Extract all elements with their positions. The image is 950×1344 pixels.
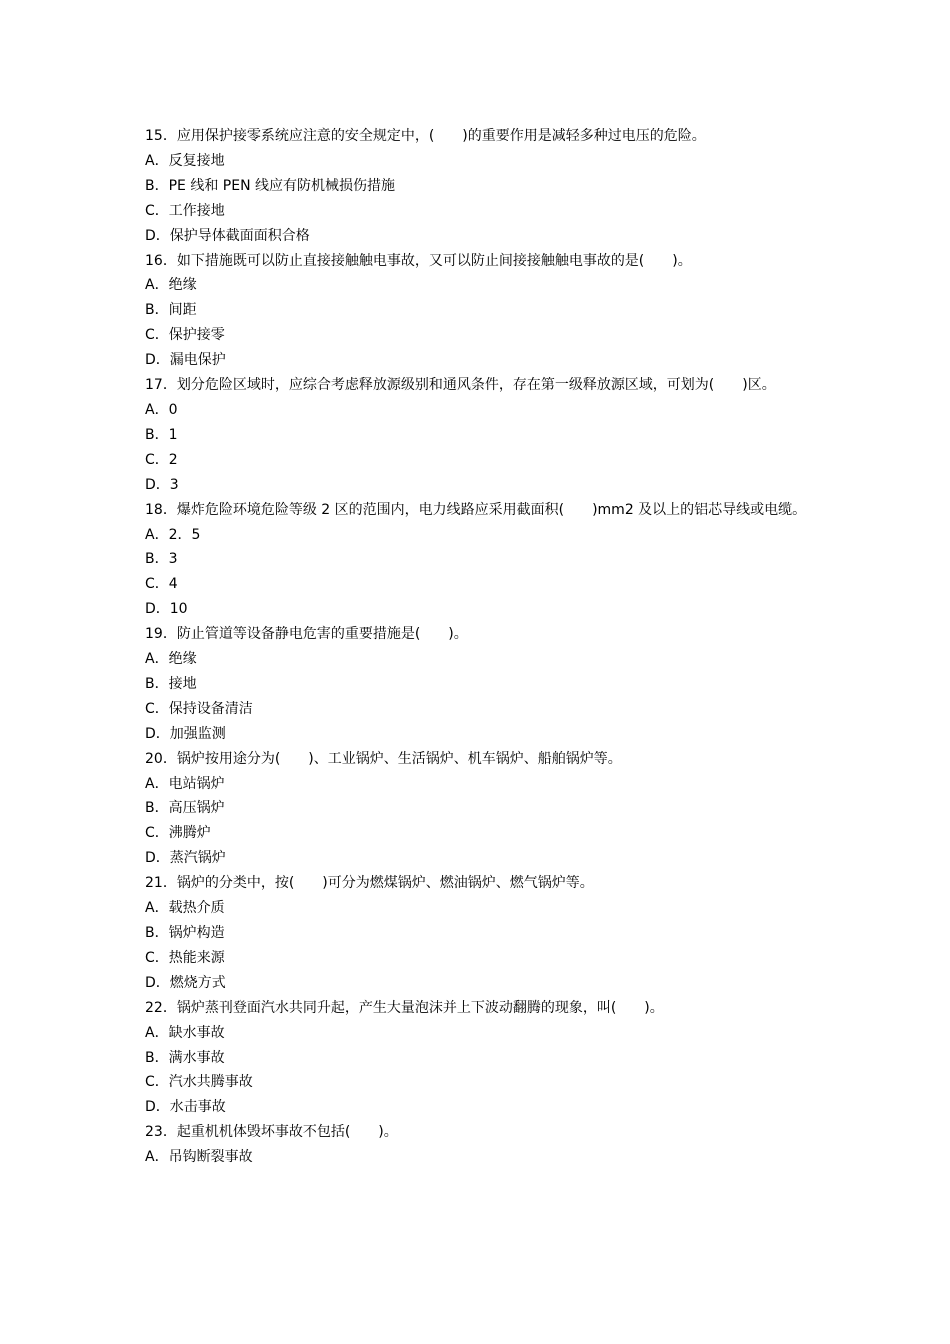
question-17 xyxy=(145,373,810,498)
option-a: A．2．5 xyxy=(145,526,201,543)
option-a: A．反复接地 xyxy=(145,152,225,169)
option-d: D．10 xyxy=(145,601,188,618)
question-19 xyxy=(145,622,810,747)
option-a: A．载热介质 xyxy=(145,900,225,917)
option-d: D．蒸汽锅炉 xyxy=(145,850,226,867)
question-stem: 17．划分危险区域时，应综合考虑释放源级别和通风条件，存在第一级释放源区域，可划为( )区。 xyxy=(145,377,776,394)
option-d: D．漏电保护 xyxy=(145,352,226,369)
option-b: B．1 xyxy=(145,426,178,443)
question-stem: 18．爆炸危险环境危险等级 2 区的范围内，电力线路应采用截面积( )mm2 及以上的铝芯导线或电缆。 xyxy=(145,501,807,518)
option-c: C．保持设备清洁 xyxy=(145,700,253,717)
question-stem: 23．起重机机体毁坏事故不包括( )。 xyxy=(145,1124,398,1141)
option-b: B．满水事故 xyxy=(145,1049,225,1066)
option-c: C．热能来源 xyxy=(145,949,225,966)
option-b: B．接地 xyxy=(145,675,197,692)
option-a: A．吊钩断裂事故 xyxy=(145,1149,253,1166)
option-c: C．4 xyxy=(145,576,178,593)
option-c: C．工作接地 xyxy=(145,202,225,219)
question-21 xyxy=(145,871,810,996)
document-page xyxy=(145,124,810,1170)
question-stem: 20．锅炉按用途分为( )、工业锅炉、生活锅炉、机车锅炉、船舶锅炉等。 xyxy=(145,750,622,767)
question-18 xyxy=(145,498,810,623)
option-c: C．沸腾炉 xyxy=(145,825,211,842)
option-b: B．PE 线和 PEN 线应有防机械损伤措施 xyxy=(145,177,396,194)
question-16 xyxy=(145,249,810,374)
option-c: C．汽水共腾事故 xyxy=(145,1074,253,1091)
option-a: A．绝缘 xyxy=(145,277,197,294)
option-d: D．3 xyxy=(145,476,179,493)
option-b: B．高压锅炉 xyxy=(145,800,225,817)
question-15 xyxy=(145,124,810,249)
option-a: A．绝缘 xyxy=(145,651,197,668)
question-stem: 16．如下措施既可以防止直接接触触电事故，又可以防止间接接触触电事故的是( )。 xyxy=(145,252,692,269)
question-22 xyxy=(145,996,810,1121)
option-d: D．水击事故 xyxy=(145,1099,226,1116)
option-b: B．锅炉构造 xyxy=(145,925,225,941)
question-stem: 19．防止管道等设备静电危害的重要措施是( )。 xyxy=(145,626,468,643)
option-a: A．0 xyxy=(145,401,178,418)
option-c: C．保护接零 xyxy=(145,327,225,344)
option-b: B．间距 xyxy=(145,302,197,319)
option-b: B．3 xyxy=(145,551,178,568)
option-d: D．燃烧方式 xyxy=(145,974,226,991)
question-stem: 22．锅炉蒸刊登面汽水共同升起，产生大量泡沫并上下波动翻腾的现象，叫( )。 xyxy=(145,999,664,1016)
option-a: A．电站锅炉 xyxy=(145,775,225,792)
option-a: A．缺水事故 xyxy=(145,1024,225,1041)
option-c: C．2 xyxy=(145,451,178,468)
question-stem: 21．锅炉的分类中，按( )可分为燃煤锅炉、燃油锅炉、燃气锅炉等。 xyxy=(145,875,594,892)
question-stem: 15．应用保护接零系统应注意的安全规定中，( )的重要作用是减轻多种过电压的危险。 xyxy=(145,128,706,144)
option-d: D．加强监测 xyxy=(145,725,226,742)
question-23 xyxy=(145,1120,810,1170)
question-20 xyxy=(145,747,810,872)
option-d: D．保护导体截面面积合格 xyxy=(145,227,310,244)
